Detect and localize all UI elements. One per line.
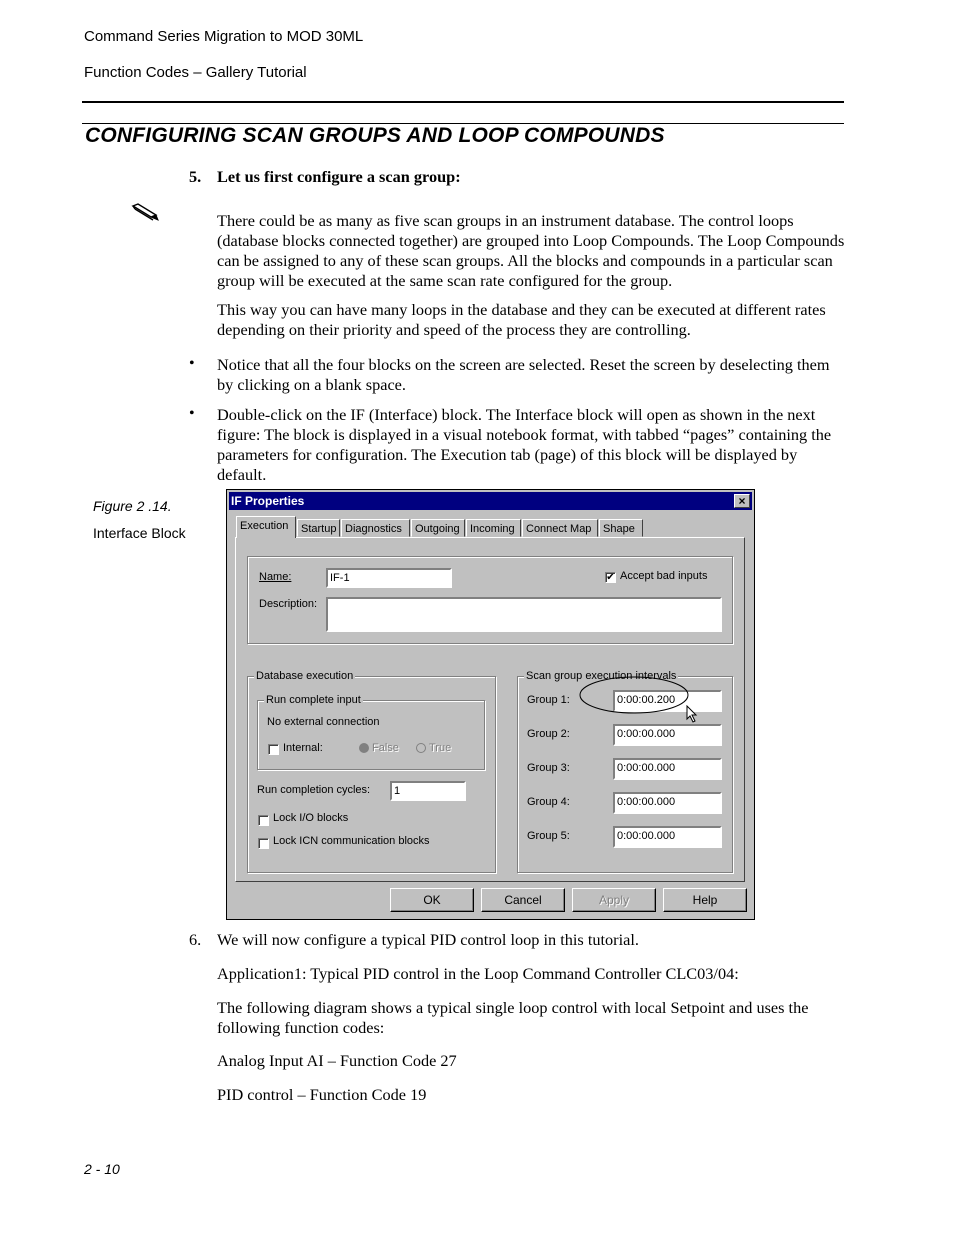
- run-completion-cycles-label: Run completion cycles:: [257, 784, 371, 796]
- highlight-ellipse-annotation: [578, 671, 698, 721]
- group-3-field[interactable]: 0:00:00.000: [613, 758, 722, 780]
- figure-caption: Interface Block: [93, 525, 186, 541]
- false-label: False: [372, 742, 399, 754]
- true-label: True: [429, 742, 452, 754]
- header-rule-thick: [82, 101, 844, 103]
- scan-group-legend: Scan group execution intervals: [526, 670, 677, 682]
- if-properties-dialog: [226, 489, 755, 920]
- execution-page: [235, 537, 745, 882]
- run-complete-group: [257, 694, 485, 770]
- group-5-label: Group 5:: [527, 830, 570, 842]
- lock-io-label: Lock I/O blocks: [273, 812, 349, 824]
- description-label: Description:: [259, 598, 318, 610]
- group-2-label: Group 2:: [527, 728, 570, 740]
- doc-title: Command Series Migration to MOD 30ML: [84, 28, 364, 45]
- group-4-label: Group 4:: [527, 796, 570, 808]
- no-external-connection-text: No external connection: [267, 716, 380, 728]
- false-radio[interactable]: [359, 743, 369, 753]
- group-4-field[interactable]: 0:00:00.000: [613, 792, 722, 814]
- group-1-label: Group 1:: [527, 694, 570, 706]
- step5-text: Let us first configure a scan group:: [217, 167, 461, 186]
- tab-incoming[interactable]: Incoming: [466, 519, 521, 537]
- group-3-label: Group 3:: [527, 762, 570, 774]
- lock-icn-label: Lock ICN communication blocks: [273, 835, 430, 847]
- ok-button[interactable]: OK: [390, 888, 474, 912]
- application-paragraph: Application1: Typical PID control in the Loop Command Controller CLC03/04:: [217, 964, 739, 983]
- function-code-ai: Analog Input AI – Function Code 27: [217, 1051, 457, 1070]
- internal-checkbox[interactable]: [268, 744, 279, 755]
- bullet-item-2: Double-click on the IF (Interface) block. The Interface block will open as shown in the next figure: The block is displayed in a visual notebook format, with tabbed “pages” containing the parameters for configuration. The Execution tab (page) of this block will be displayed by default.: [217, 405, 832, 484]
- tab-shape[interactable]: Shape: [599, 519, 643, 537]
- tab-outgoing[interactable]: Outgoing: [411, 519, 465, 537]
- true-radio[interactable]: [416, 743, 426, 753]
- tab-execution[interactable]: Execution: [236, 516, 296, 538]
- page-heading: CONFIGURING SCAN GROUPS AND LOOP COMPOUNDS: [85, 124, 665, 147]
- step6-number: 6.: [189, 930, 202, 949]
- help-button[interactable]: Help: [663, 888, 747, 912]
- lock-io-checkbox[interactable]: [258, 815, 269, 826]
- database-execution-group: [247, 670, 496, 873]
- apply-button[interactable]: Apply: [572, 888, 656, 912]
- step5-number: 5.: [189, 167, 202, 186]
- description-field[interactable]: [326, 597, 722, 632]
- accept-bad-inputs-label: Accept bad inputs: [620, 570, 708, 582]
- bullet-dot: •: [189, 405, 195, 422]
- function-code-pid: PID control – Function Code 19: [217, 1085, 427, 1104]
- note-paragraph-1: There could be as many as five scan groups in an instrument database. The control loops (database blocks connected together) are grouped into Loop Compounds. The Loop Compounds can be assigned to any of these scan groups. All the blocks and compounds in a particular scan group will be executed at the same scan rate configured for the group.: [217, 211, 845, 290]
- internal-label: Internal:: [283, 742, 323, 754]
- diagram-paragraph: The following diagram shows a typical single loop control with local Setpoint and uses the following function codes:: [217, 998, 809, 1037]
- accept-bad-inputs-checkbox[interactable]: ✔: [606, 572, 615, 583]
- dialog-titlebar: [229, 492, 752, 510]
- name-field[interactable]: IF-1: [326, 568, 452, 588]
- run-completion-cycles-field[interactable]: 1: [390, 781, 466, 801]
- bullet-item-1: Notice that all the four blocks on the screen are selected. Reset the screen by deselecting them by clicking on a blank space.: [217, 355, 830, 394]
- run-complete-legend: Run complete input: [266, 694, 361, 706]
- name-label: Name:: [259, 571, 292, 583]
- tab-connect-map[interactable]: Connect Map: [522, 519, 598, 537]
- tab-diagnostics[interactable]: Diagnostics: [341, 519, 410, 537]
- mouse-cursor-icon: [686, 705, 698, 723]
- step6-text: We will now configure a typical PID control loop in this tutorial.: [217, 930, 639, 949]
- dialog-title: IF Properties: [231, 494, 305, 508]
- database-execution-legend: Database execution: [256, 670, 354, 682]
- cancel-button[interactable]: Cancel: [481, 888, 565, 912]
- page-number: 2 - 10: [84, 1161, 120, 1177]
- tab-startup[interactable]: Startup: [297, 519, 340, 537]
- bullet-dot: •: [189, 355, 195, 372]
- group-2-field[interactable]: 0:00:00.000: [613, 724, 722, 746]
- close-button[interactable]: ×: [734, 494, 750, 508]
- group-5-field[interactable]: 0:00:00.000: [613, 826, 722, 848]
- scan-group-intervals-group: [517, 670, 733, 873]
- pencil-note-icon: [130, 202, 160, 222]
- lock-icn-checkbox[interactable]: [258, 838, 269, 849]
- group-1-field[interactable]: 0:00:00.200: [613, 690, 722, 712]
- section-title: Function Codes – Gallery Tutorial: [84, 64, 307, 81]
- note-paragraph-2: This way you can have many loops in the database and they can be executed at different rates depending on their priority and speed of the process they are controlling.: [217, 300, 826, 339]
- general-group: [247, 556, 733, 644]
- figure-label: Figure 2 .14.: [93, 498, 172, 514]
